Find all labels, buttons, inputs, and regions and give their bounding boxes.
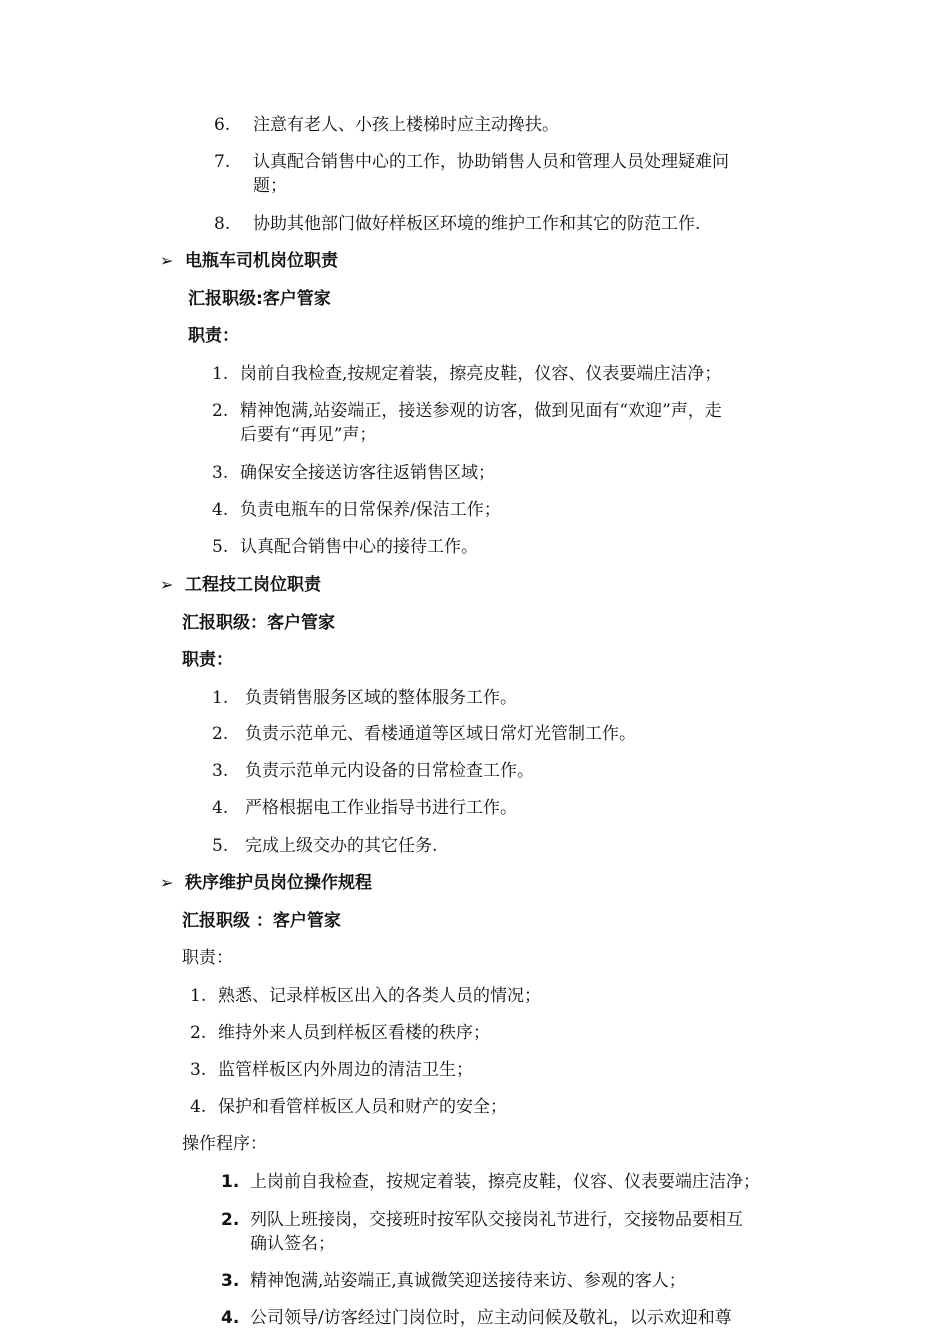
list-text: 认真配合销售中心的接待工作。 — [240, 537, 478, 557]
list-number: 4. — [190, 1097, 207, 1117]
arrowhead-bullet-icon: ➢ — [160, 251, 174, 270]
list-number: 1. — [212, 364, 229, 384]
list-text: 确保安全接送访客往返销售区域； — [240, 463, 495, 483]
list-text: 岗前自我检查,按规定着装，擦亮皮鞋，仪容、仪表要端庄洁净； — [240, 364, 722, 384]
arrowhead-bullet-icon: ➢ — [160, 873, 174, 892]
duties-label: 职责： — [188, 326, 239, 346]
list-text: 负责销售服务区域的整体服务工作。 — [245, 688, 517, 708]
section-title: 工程技工岗位职责 — [185, 575, 321, 595]
list-text: 注意有老人、小孩上楼梯时应主动搀扶。 — [253, 115, 559, 135]
list-number: 4. — [212, 798, 229, 818]
list-number: 2. — [190, 1023, 207, 1043]
list-number: 1. — [212, 688, 229, 708]
list-number: 1. — [190, 986, 207, 1006]
list-text: 认真配合销售中心的工作，协助销售人员和管理人员处理疑难问 — [253, 152, 729, 172]
list-text: 负责电瓶车的日常保养/保洁工作； — [240, 500, 501, 520]
duties-label: 职责： — [182, 948, 233, 968]
list-number: 5. — [212, 836, 229, 856]
list-number: 3. — [221, 1271, 240, 1291]
list-number: 3. — [212, 761, 229, 781]
list-number: 3. — [212, 463, 229, 483]
report-level: 汇报职级:客户管家 — [188, 289, 331, 309]
list-text: 精神饱满,站姿端正,真诚微笑迎送接待来访、参观的客人； — [250, 1271, 686, 1291]
list-text: 协助其他部门做好样板区环境的维护工作和其它的防范工作. — [253, 214, 701, 234]
list-text: 精神饱满,站姿端正，接送参观的访客，做到见面有“欢迎”声，走 — [240, 401, 722, 421]
list-text: 列队上班接岗，交接班时按军队交接岗礼节进行，交接物品要相互 — [250, 1210, 743, 1230]
list-text: 上岗前自我检查，按规定着装，擦亮皮鞋，仪容、仪表要端庄洁净； — [250, 1172, 760, 1192]
arrowhead-bullet-icon: ➢ — [160, 575, 174, 594]
list-number: 4. — [212, 500, 229, 520]
procedure-label: 操作程序： — [182, 1134, 267, 1154]
list-text-continued: 确认签名； — [250, 1234, 335, 1254]
list-text: 熟悉、记录样板区出入的各类人员的情况； — [218, 986, 541, 1006]
list-number: 3. — [190, 1060, 207, 1080]
list-text: 监管样板区内外周边的清洁卫生； — [218, 1060, 473, 1080]
list-number: 5. — [212, 537, 229, 557]
list-number: 6. — [214, 115, 231, 135]
list-number: 2. — [212, 401, 229, 421]
section-title: 电瓶车司机岗位职责 — [185, 251, 338, 271]
list-text: 负责示范单元内设备的日常检查工作。 — [245, 761, 534, 781]
duties-label: 职责： — [182, 650, 233, 670]
list-text-continued: 后要有“再见”声； — [240, 425, 377, 445]
list-text: 保护和看管样板区人员和财产的安全； — [218, 1097, 507, 1117]
report-level: 汇报职级 ：客户管家 — [182, 911, 341, 931]
report-level: 汇报职级：客户管家 — [182, 613, 335, 633]
section-title: 秩序维护员岗位操作规程 — [185, 873, 372, 893]
list-text: 负责示范单元、看楼通道等区域日常灯光管制工作。 — [245, 724, 636, 744]
list-number: 7. — [214, 152, 231, 172]
list-number: 1. — [221, 1172, 240, 1192]
list-text: 严格根据电工作业指导书进行工作。 — [245, 798, 517, 818]
list-text: 维持外来人员到样板区看楼的秩序； — [218, 1023, 490, 1043]
list-text: 公司领导/访客经过门岗位时，应主动问候及敬礼，以示欢迎和尊 — [250, 1308, 732, 1328]
list-number: 4. — [221, 1308, 240, 1328]
list-text-continued: 题； — [253, 176, 287, 196]
list-number: 2. — [221, 1210, 240, 1230]
list-text: 完成上级交办的其它任务. — [245, 836, 438, 856]
list-number: 2. — [212, 724, 229, 744]
list-number: 8. — [214, 214, 231, 234]
